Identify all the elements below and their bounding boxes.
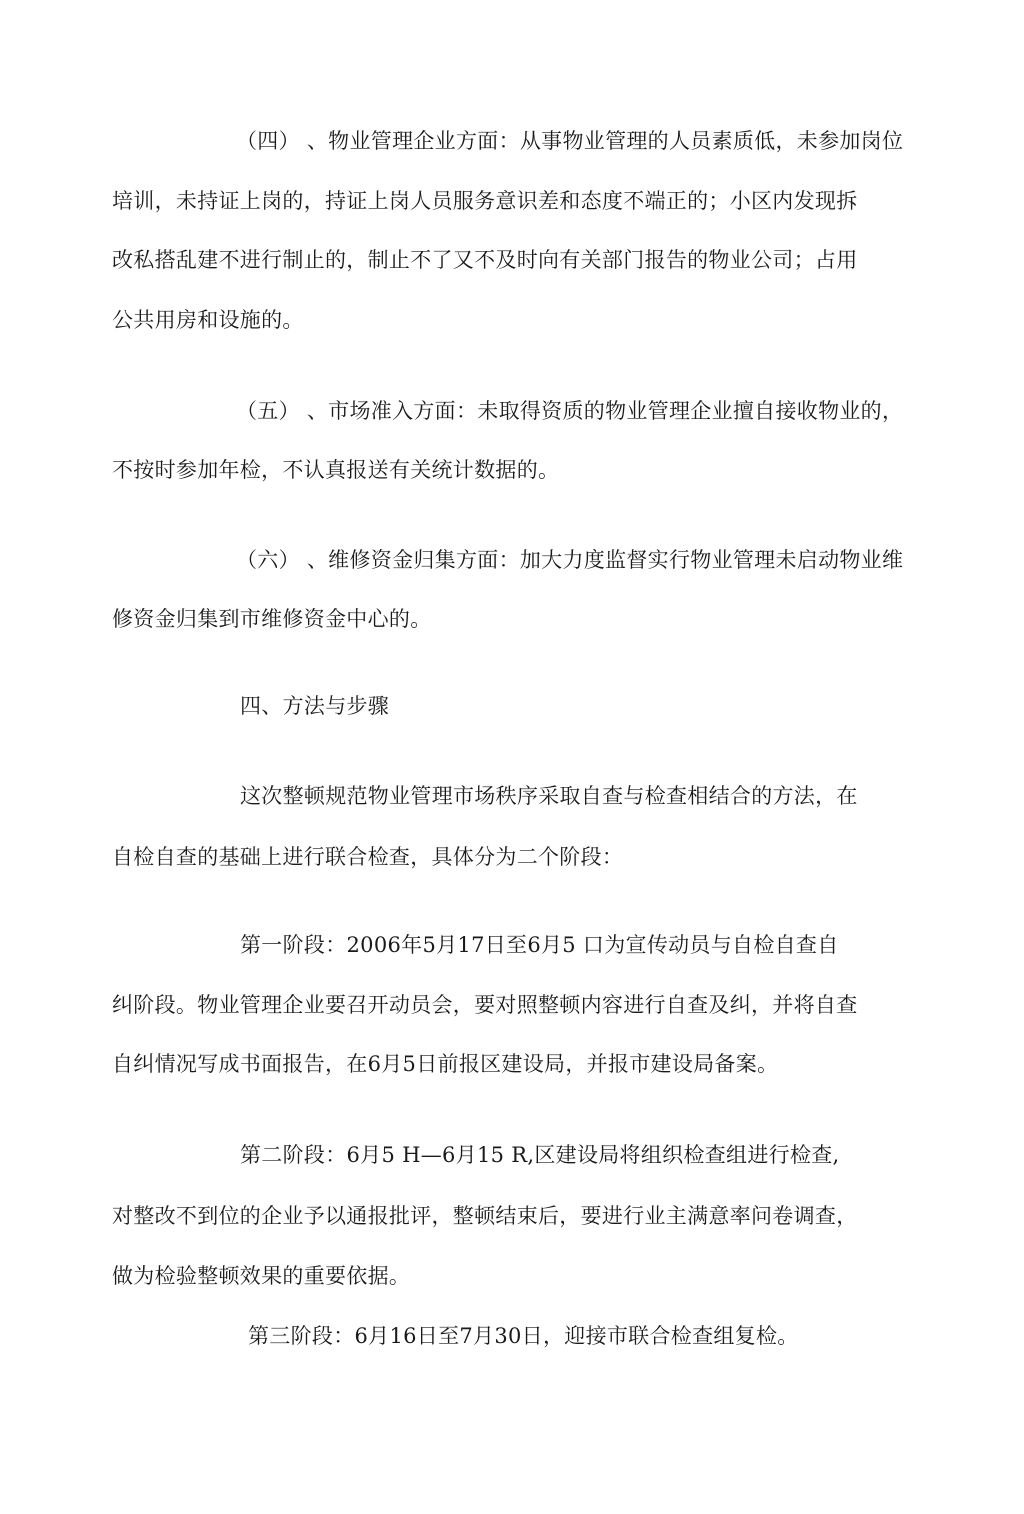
text-line: 改私搭乱建不进行制止的，制止不了又不及时向有关部门报告的物业公司；占用 [112, 248, 858, 272]
text-line-section-5: （五） 、市场准入方面：未取得资质的物业管理企业擅自接收物业的， [236, 399, 904, 423]
text-line-section-4: （四） 、物业管理企业方面：从事物业管理的人员素质低，未参加岗位 [236, 129, 904, 153]
text-line-stage-2: 第二阶段：6月5 H—6月15 R,区建设局将组织检查组进行检查, [240, 1143, 840, 1167]
text-line-stage-1: 第一阶段：2006年5月17日至6月5 口为宣传动员与自检自查自 [240, 933, 839, 957]
text-line: 公共用房和设施的。 [112, 308, 304, 332]
section-heading: 四、方法与步骤 [240, 694, 390, 718]
text-line: 对整改不到位的企业予以通报批评，整顿结束后，要进行业主满意率问卷调查， [112, 1204, 858, 1228]
text-line-stage-3: 第三阶段：6月16日至7月30日，迎接市联合检查组复检。 [248, 1324, 799, 1348]
text-line: 不按时参加年检，不认真报送有关统计数据的。 [112, 458, 560, 482]
text-line-section-6: （六） 、维修资金归集方面：加大力度监督实行物业管理未启动物业维 [236, 548, 904, 572]
text-line: 自纠情况写成书面报告，在6月5日前报区建设局，并报市建设局备案。 [112, 1052, 779, 1076]
text-line: 做为检验整顿效果的重要依据。 [112, 1264, 411, 1288]
text-line: 这次整顿规范物业管理市场秩序采取自查与检查相结合的方法，在 [240, 784, 858, 808]
text-line: 培训，未持证上岗的，持证上岗人员服务意识差和态度不端正的；小区内发现拆 [112, 189, 858, 213]
text-line: 自检自查的基础上进行联合检查，具体分为二个阶段： [112, 845, 624, 869]
text-line: 纠阶段。物业管理企业要召开动员会，要对照整顿内容进行自查及纠，并将自查 [112, 993, 858, 1017]
text-line: 修资金归集到市维修资金中心的。 [112, 607, 432, 631]
